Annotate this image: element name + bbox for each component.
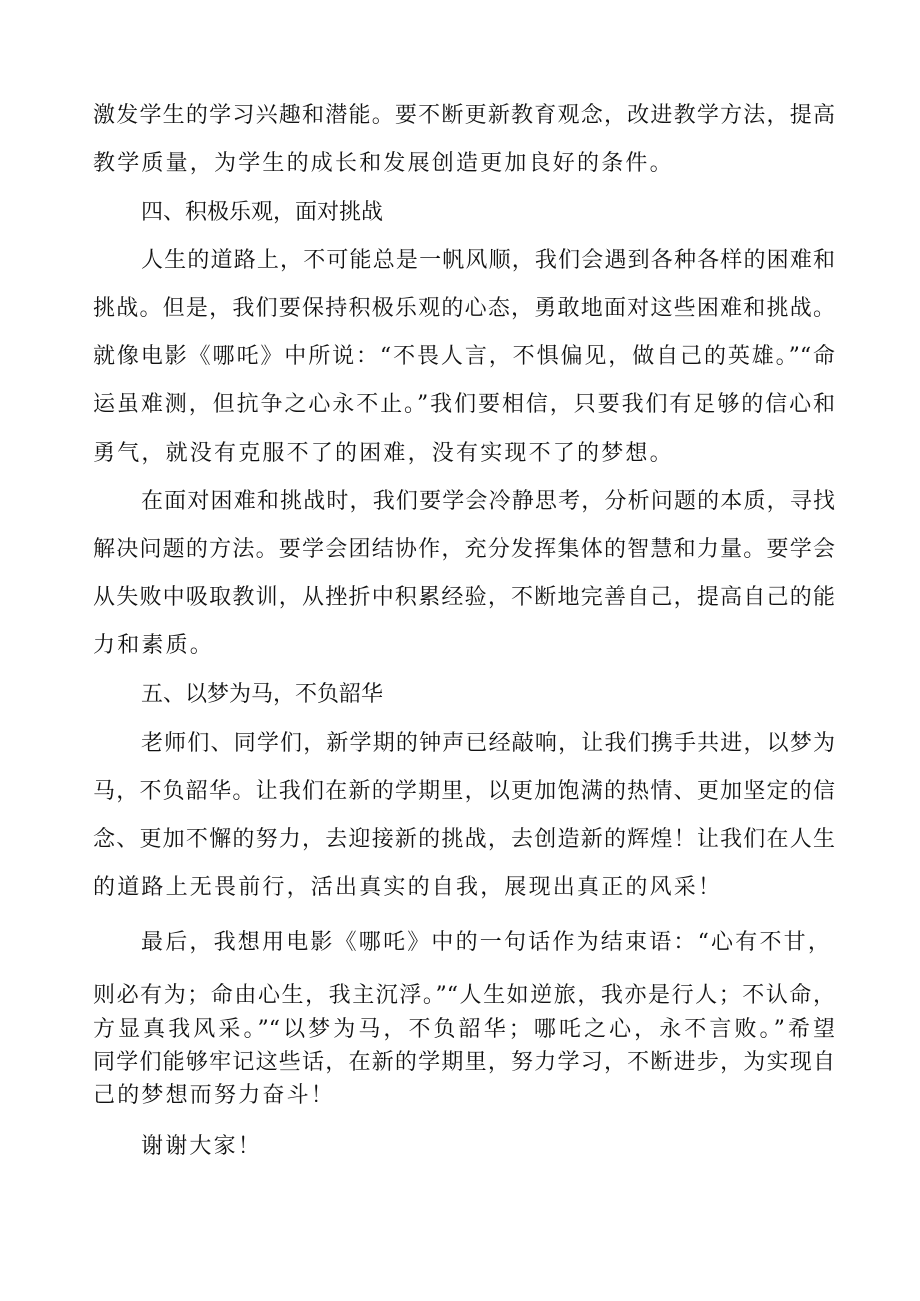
body-line: 运虽难测，但抗争之心永不止。”我们要相信，只要我们有足够的信心和	[93, 392, 835, 417]
body-line: 从失败中吸取教训，从挫折中积累经验，不断地完善自己，提高自己的能	[93, 585, 835, 610]
body-line: 激发学生的学习兴趣和潜能。要不断更新教育观念，改进教学方法，提高	[93, 103, 835, 128]
body-line: 老师们、同学们，新学期的钟声已经敲响，让我们携手共进，以梦为	[141, 731, 835, 756]
body-line: 在面对困难和挑战时，我们要学会冷静思考，分析问题的本质，寻找	[141, 489, 835, 514]
body-line: 己的梦想而努力奋斗！	[93, 1083, 336, 1108]
body-line: 教学质量，为学生的成长和发展创造更加良好的条件。	[93, 151, 674, 176]
section-heading: 四、积极乐观，面对挑战	[141, 200, 384, 225]
body-line: 马，不负韶华。让我们在新的学期里，以更加饱满的热情、更加坚定的信	[93, 779, 835, 804]
section-heading: 五、以梦为马，不负韶华	[141, 682, 384, 707]
body-line: 人生的道路上，不可能总是一帆风顺，我们会遇到各种各样的困难和	[141, 248, 835, 273]
body-line: 的道路上无畏前行，活出真实的自我，展现出真正的风采！	[93, 875, 723, 900]
body-line: 同学们能够牢记这些话，在新的学期里，努力学习，不断进步，为实现自	[93, 1050, 835, 1075]
body-line: 挑战。但是，我们要保持积极乐观的心态，勇敢地面对这些困难和挑战。	[93, 296, 835, 321]
closing-thanks: 谢谢大家！	[141, 1134, 263, 1159]
body-line: 则必有为；命由心生，我主沉浮。”“人生如逆旅，我亦是行人；不认命，	[93, 983, 835, 1008]
body-line: 方显真我风采。”“以梦为马，不负韶华；哪吒之心，永不言败。”希望	[93, 1017, 835, 1042]
body-line: 力和素质。	[93, 633, 215, 658]
body-line: 勇气，就没有克服不了的困难，没有实现不了的梦想。	[93, 441, 674, 466]
body-line: 念、更加不懈的努力，去迎接新的挑战，去创造新的辉煌！让我们在人生	[93, 827, 835, 852]
body-line: 就像电影《哪吒》中所说：“不畏人言，不惧偏见，做自己的英雄。”“命	[93, 344, 835, 369]
body-line: 最后，我想用电影《哪吒》中的一句话作为结束语：“心有不甘，	[141, 930, 833, 955]
body-line: 解决问题的方法。要学会团结协作，充分发挥集体的智慧和力量。要学会	[93, 537, 835, 562]
